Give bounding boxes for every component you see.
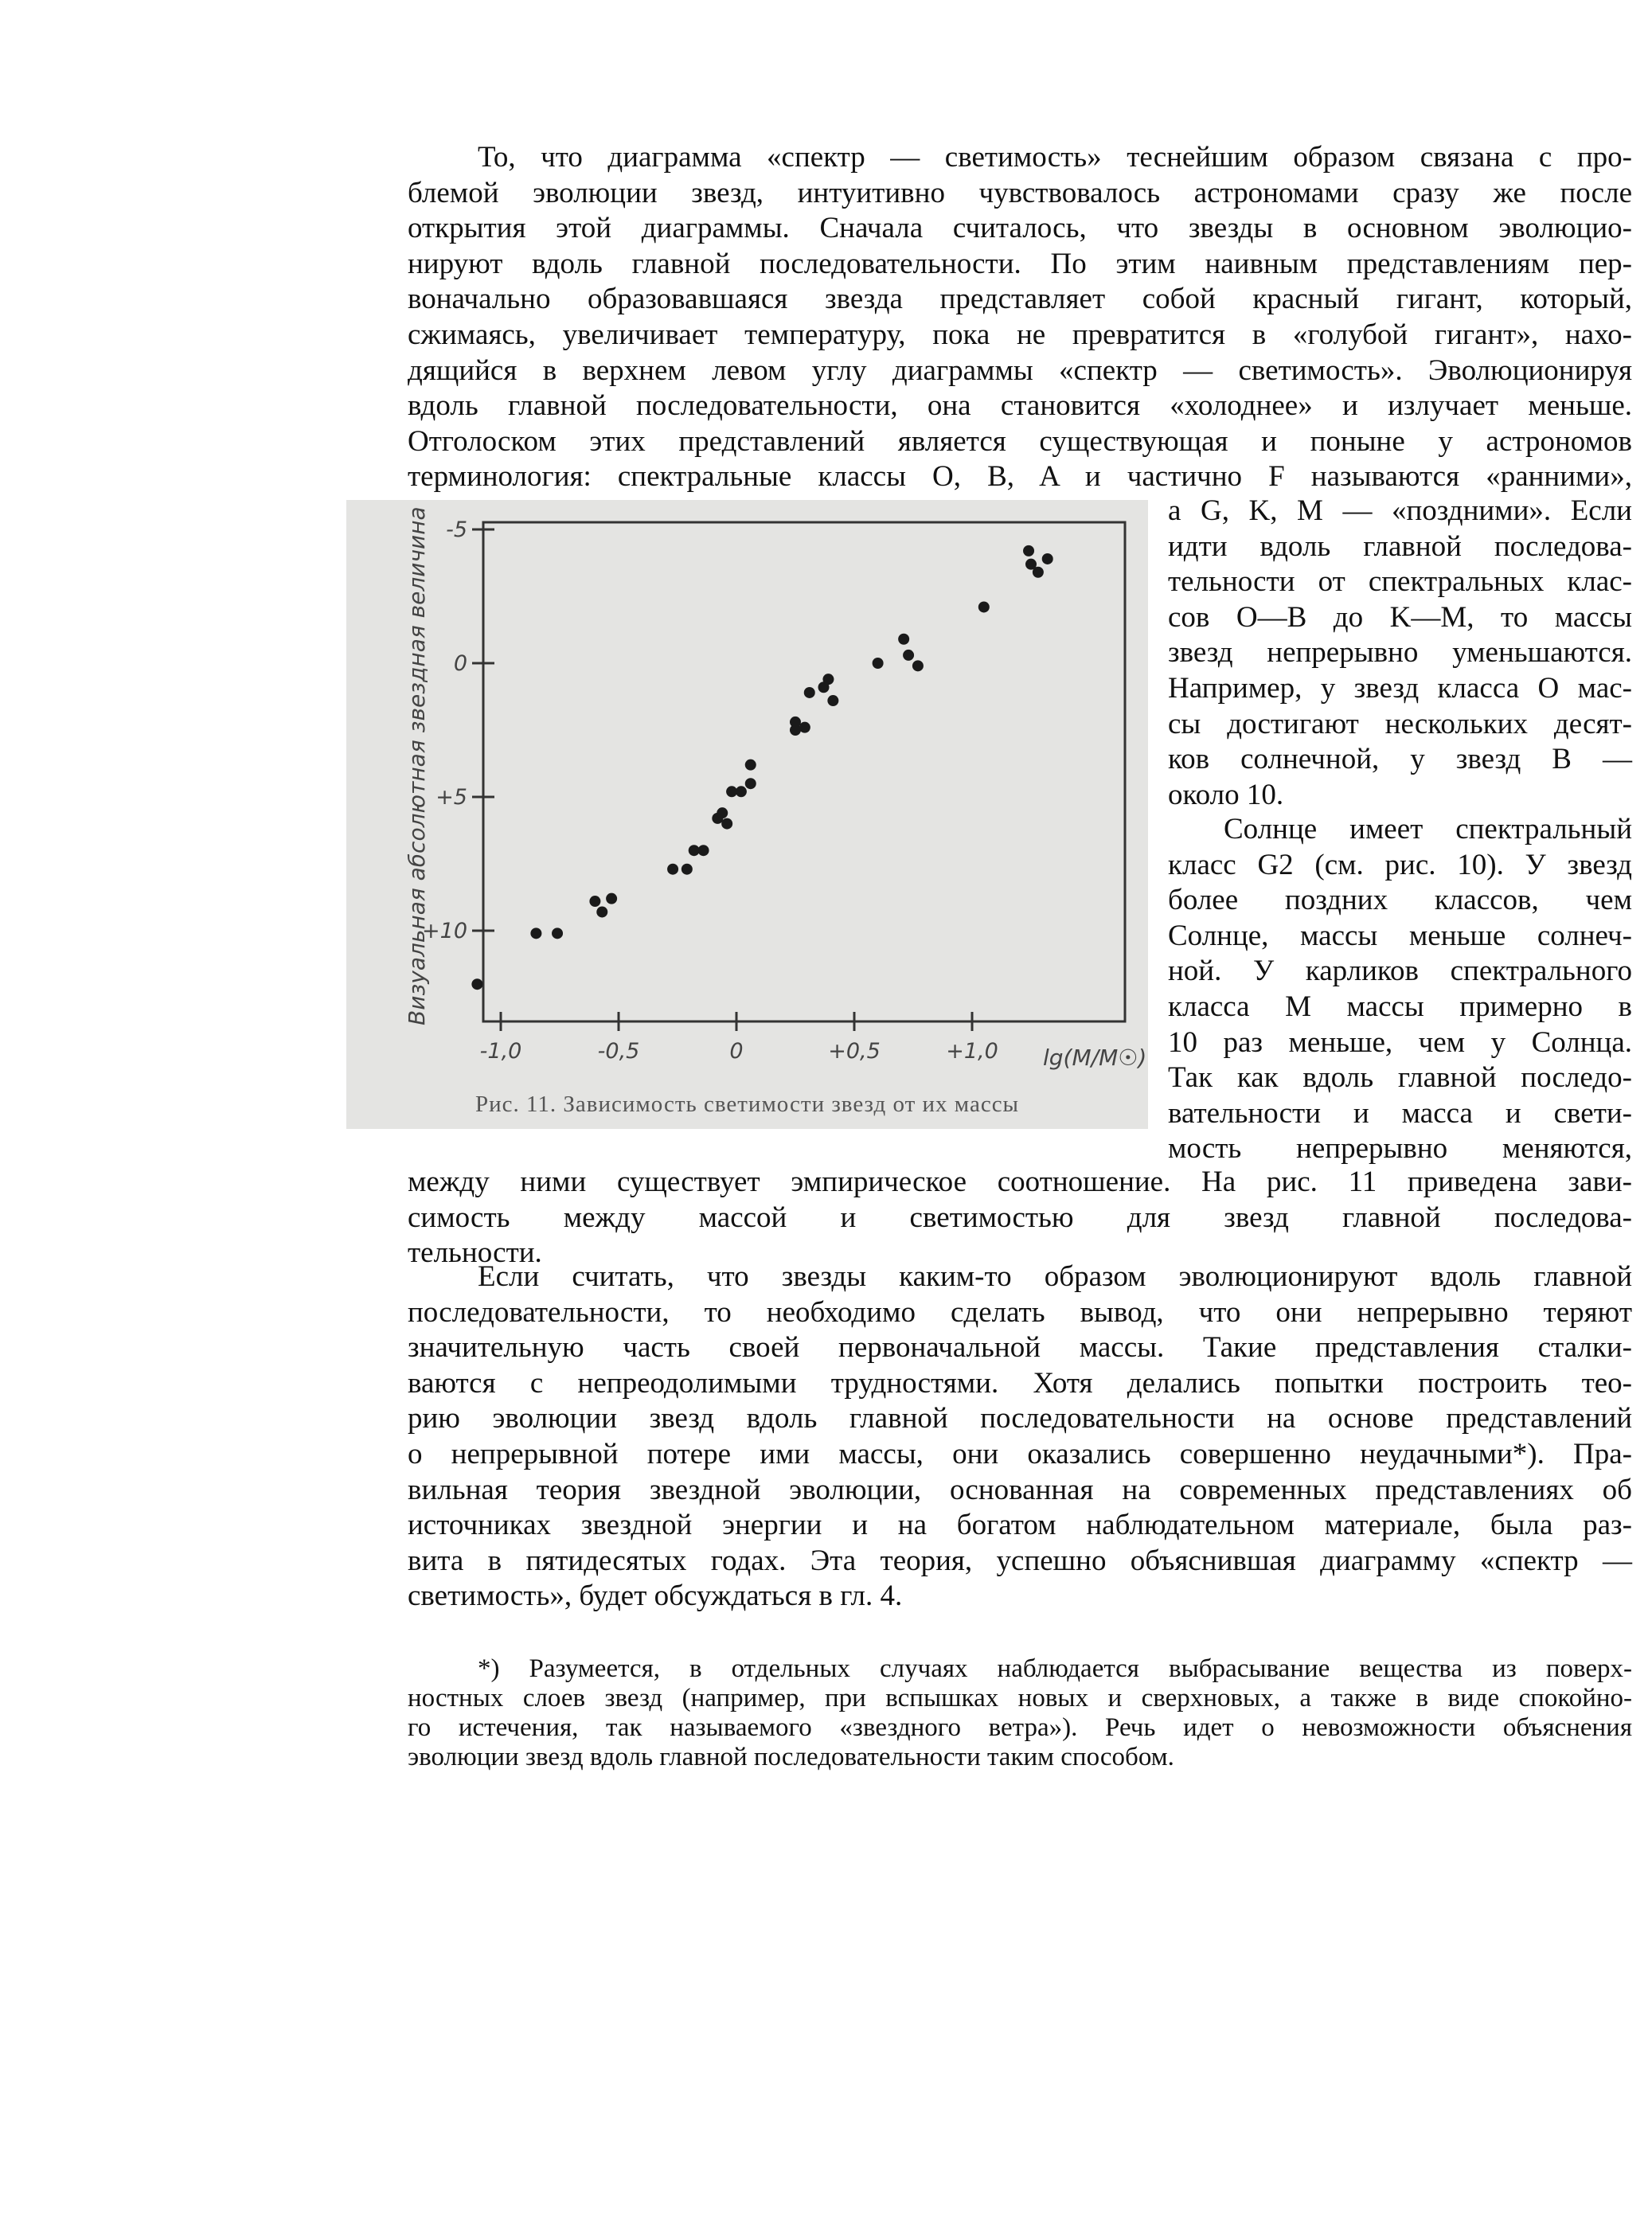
side_text-line: сов O—B до K—M, то массы xyxy=(1168,600,1632,634)
side_text2-line: 10 раз меньше, чем у Солнца. xyxy=(1168,1025,1632,1059)
data-point xyxy=(530,928,541,939)
side_text2-line: Солнце, массы меньше солнеч- xyxy=(1168,919,1632,952)
footnote-line: *) Разумеется, в отдельных случаях наблюдается выбрасывание вещества из поверх- xyxy=(478,1654,1632,1683)
footnote-line: ностных слоев звезд (например, при вспышках новых и сверхновых, а также в виде спокойно- xyxy=(408,1684,1632,1712)
x-tick-label: +1,0 xyxy=(946,1039,998,1064)
paragraph2_cont-line: тельности. xyxy=(408,1236,542,1270)
data-point xyxy=(903,650,914,661)
data-point xyxy=(873,658,884,669)
paragraph3-line: о непрерывной потере ими массы, они оказались совершенно неудачными*). Пра- xyxy=(408,1437,1632,1470)
data-point xyxy=(736,786,747,797)
side_text2-line: Так как вдоль главной последо- xyxy=(1168,1061,1632,1095)
paragraph1-line: открытия этой диаграммы. Сначала считалось, что звезды в основном эволюцио- xyxy=(408,212,1632,245)
figure-11 xyxy=(346,500,1148,1129)
data-point xyxy=(721,818,732,830)
x-axis-title: lg(M/M☉) xyxy=(1043,1045,1147,1071)
side-text-column-2 xyxy=(1168,812,1632,1167)
data-points xyxy=(471,545,1053,990)
data-point xyxy=(681,864,693,875)
paragraph1-line: То, что диаграмма «спектр — светимость» теснейшим образом связана с про- xyxy=(478,141,1632,174)
footnote xyxy=(408,1654,1632,1772)
paragraph1-line: нируют вдоль главной последовательности. По этим наивным представлениям пер- xyxy=(408,247,1632,280)
side_text2-line: Солнце имеет спектральный xyxy=(1224,813,1632,845)
x-axis-ticks xyxy=(480,1012,998,1064)
paragraph3-line: вильная теория звездной эволюции, основанная на современных представлениях об xyxy=(408,1473,1632,1506)
data-point xyxy=(552,928,563,939)
data-point xyxy=(912,660,924,671)
side_text-line: а G, K, M — «поздними». Если xyxy=(1168,494,1632,527)
paragraph3-line: ваются с непреодолимыми трудностями. Хотя делались попытки построить тео- xyxy=(408,1366,1632,1400)
paragraph1-line: Отголоском этих представлений является существующая и поныне у астрономов xyxy=(408,424,1632,458)
x-tick-label: +0,5 xyxy=(828,1039,881,1064)
data-point xyxy=(589,896,600,907)
mass-luminosity-chart xyxy=(346,500,1148,1129)
paragraph1-line: терминология: спектральные классы O, B, A и частично F называются «ранними», xyxy=(408,460,1632,494)
side_text-line: звезд непрерывно уменьшаются. xyxy=(1168,636,1632,670)
side_text-line: тельности от спектральных клас- xyxy=(1168,565,1632,599)
data-point xyxy=(745,760,756,771)
side-text-column xyxy=(1168,494,1632,813)
paragraph1-line: воначально образовавшаяся звезда представляет собой красный гигант, который, xyxy=(408,283,1632,316)
x-tick-label: -0,5 xyxy=(597,1039,640,1064)
paragraph2_cont-line: между ними существует эмпирическое соотношение. На рис. 11 приведена зави- xyxy=(408,1166,1632,1198)
data-point xyxy=(804,687,815,698)
y-tick-label: 0 xyxy=(453,651,467,676)
paragraph-2-continuation xyxy=(408,1165,1632,1271)
figure-caption: Рис. 11. Зависимость светимости звезд от их массы xyxy=(475,1092,1020,1117)
side_text-line: Например, у звезд класса O мас- xyxy=(1168,671,1632,705)
side_text2-line: класса M массы примерно в xyxy=(1168,990,1632,1023)
paragraph1-line: дящийся в верхнем левом углу диаграммы «спектр — светимость». Эволюционируя xyxy=(408,353,1632,387)
data-point xyxy=(698,845,709,856)
data-point xyxy=(606,893,617,904)
data-point xyxy=(717,807,728,818)
footnote-line: го истечения, так называемого «звездного ветра»). Речь идет о невозможности объяснения xyxy=(408,1713,1632,1742)
paragraph3-line: вита в пятидесятых годах. Эта теория, успешно объяснившая диаграмму «спектр — xyxy=(408,1544,1632,1577)
data-point xyxy=(596,906,607,917)
footnote-line: эволюции звезд вдоль главной последовательности таким способом. xyxy=(408,1743,1174,1771)
side_text-line: сы достигают нескольких десят- xyxy=(1168,707,1632,740)
data-point xyxy=(978,601,990,612)
paragraph3-line: рию эволюции звезд вдоль главной последовательности на основе представлений xyxy=(408,1402,1632,1435)
data-point xyxy=(667,864,678,875)
plot-frame xyxy=(483,522,1125,1021)
paragraph3-line: источниках звездной энергии и на богатом наблюдательном материале, была раз- xyxy=(408,1509,1632,1542)
data-point xyxy=(898,634,909,645)
side_text2-line: мость непрерывно меняются, xyxy=(1168,1132,1632,1166)
paragraph2_cont-line: симость между массой и светимостью для звезд главной последова- xyxy=(408,1201,1632,1234)
x-tick-label: 0 xyxy=(729,1039,744,1064)
side_text-line: идти вдоль главной последова- xyxy=(1168,529,1632,563)
data-point xyxy=(790,717,801,728)
paragraph3-line: значительную часть своей первоначальной массы. Такие представления сталки- xyxy=(408,1331,1632,1365)
data-point xyxy=(471,978,482,990)
data-point xyxy=(745,778,756,789)
paragraph1-line: сжимаясь, увеличивает температуру, пока не превратится в «голубой гигант», нахо- xyxy=(408,318,1632,351)
side_text2-line: ной. У карликов спектрального xyxy=(1168,955,1632,988)
data-point xyxy=(1033,567,1044,578)
x-tick-label: -1,0 xyxy=(479,1039,522,1064)
y-tick-label: +10 xyxy=(422,919,467,943)
data-point xyxy=(1042,553,1053,564)
y-axis-title: Визуальная абсолютная звездная величина xyxy=(404,506,430,1025)
paragraph1-line: блемой эволюции звезд, интуитивно чувствовалось астрономами сразу же после xyxy=(408,176,1632,209)
paragraph-1 xyxy=(408,140,1632,495)
data-point xyxy=(827,695,838,706)
y-tick-label: -5 xyxy=(446,517,467,542)
paragraph1-line: вдоль главной последовательности, она становится «холоднее» и излучает меньше. xyxy=(408,389,1632,423)
side_text2-line: класс G2 (см. рис. 10). У звезд xyxy=(1168,848,1632,881)
paragraph3-line: последовательности, то необходимо сделать вывод, что они непрерывно теряют xyxy=(408,1295,1632,1329)
paragraph3-line: светимость», будет обсуждаться в гл. 4. xyxy=(408,1580,903,1613)
y-tick-label: +5 xyxy=(435,785,467,810)
side_text2-line: вательности и масса и свети- xyxy=(1168,1096,1632,1130)
data-point xyxy=(1023,545,1034,556)
data-point xyxy=(822,674,834,685)
paragraph3-line: Если считать, что звезды каким-то образом эволюционируют вдоль главной xyxy=(478,1260,1632,1293)
side_text-line: ков солнечной, у звезд B — xyxy=(1168,743,1632,776)
side_text2-line: более поздних классов, чем xyxy=(1168,884,1632,917)
data-point xyxy=(799,722,810,733)
side_text-line: около 10. xyxy=(1168,778,1284,811)
paragraph-3 xyxy=(408,1259,1632,1615)
